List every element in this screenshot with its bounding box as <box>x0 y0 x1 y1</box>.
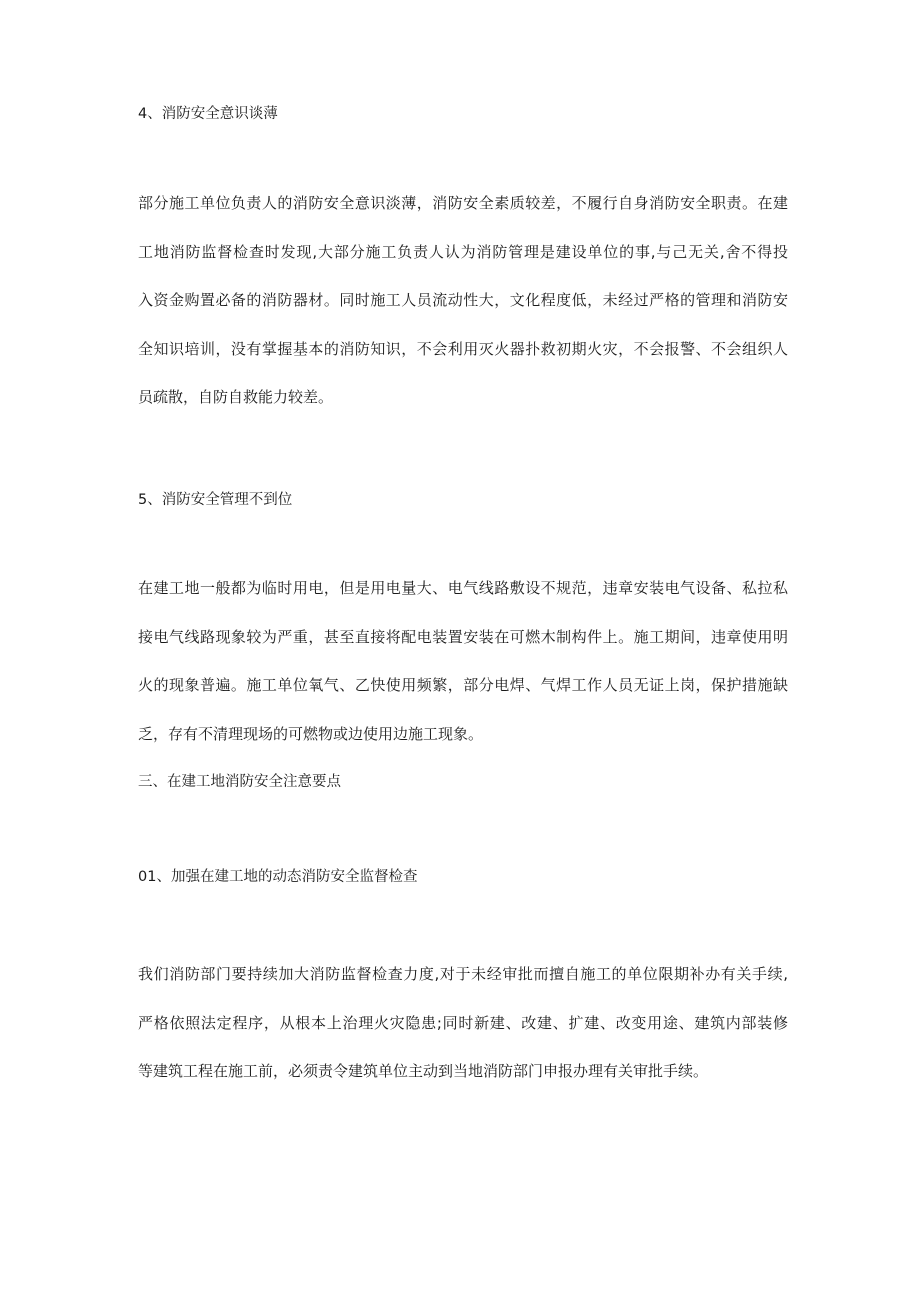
section-5-paragraph-line: 乏，存有不清理现场的可燃物或边使用边施工现象。 <box>138 725 484 743</box>
section-4-paragraph-line: 入资金购置必备的消防器材。同时施工人员流动性大，文化程度低，未经过严格的管理和消防安 <box>138 291 788 309</box>
point-01-heading: 01、加强在建工地的动态消防安全监督检查 <box>138 869 418 885</box>
section-3-heading: 三、在建工地消防安全注意要点 <box>138 774 341 790</box>
point-01-paragraph-line: 严格依照法定程序，从根本上治理火灾隐患;同时新建、改建、扩建、改变用途、建筑内部装修 <box>138 1014 788 1032</box>
section-5-paragraph-line: 火的现象普遍。施工单位氧气、乙快使用频繁，部分电焊、气焊工作人员无证上岗，保护措施缺 <box>138 676 788 694</box>
section-4-paragraph-line: 工地消防监督检查时发现,大部分施工负责人认为消防管理是建设单位的事,与己无关,舍不得投 <box>138 243 788 261</box>
section-5-paragraph-line: 接电气线路现象较为严重，甚至直接将配电装置安装在可燃木制构件上。施工期间，违章使用明 <box>138 628 788 646</box>
point-01-paragraph-line: 我们消防部门要持续加大消防监督检查力度,对于未经审批而擅自施工的单位限期补办有关手续, <box>138 965 788 983</box>
section-4-paragraph-line: 部分施工单位负责人的消防安全意识淡薄，消防安全素质较差，不履行自身消防安全职责。在建 <box>138 194 788 212</box>
point-01-paragraph-line: 等建筑工程在施工前，必须责令建筑单位主动到当地消防部门申报办理有关审批手续。 <box>138 1062 709 1080</box>
section-5-paragraph-line: 在建工地一般都为临时用电，但是用电量大、电气线路敷设不规范，违章安装电气设备、私拉私 <box>138 579 788 597</box>
section-4-paragraph-line: 全知识培训，没有掌握基本的消防知识，不会利用灭火器扑救初期火灾，不会报警、不会组织人 <box>138 340 788 358</box>
section-5-heading: 5、消防安全管理不到位 <box>138 492 293 508</box>
section-4-heading: 4、消防安全意识谈薄 <box>138 106 278 122</box>
section-4-paragraph-line: 员疏散，自防自救能力较差。 <box>138 388 334 406</box>
